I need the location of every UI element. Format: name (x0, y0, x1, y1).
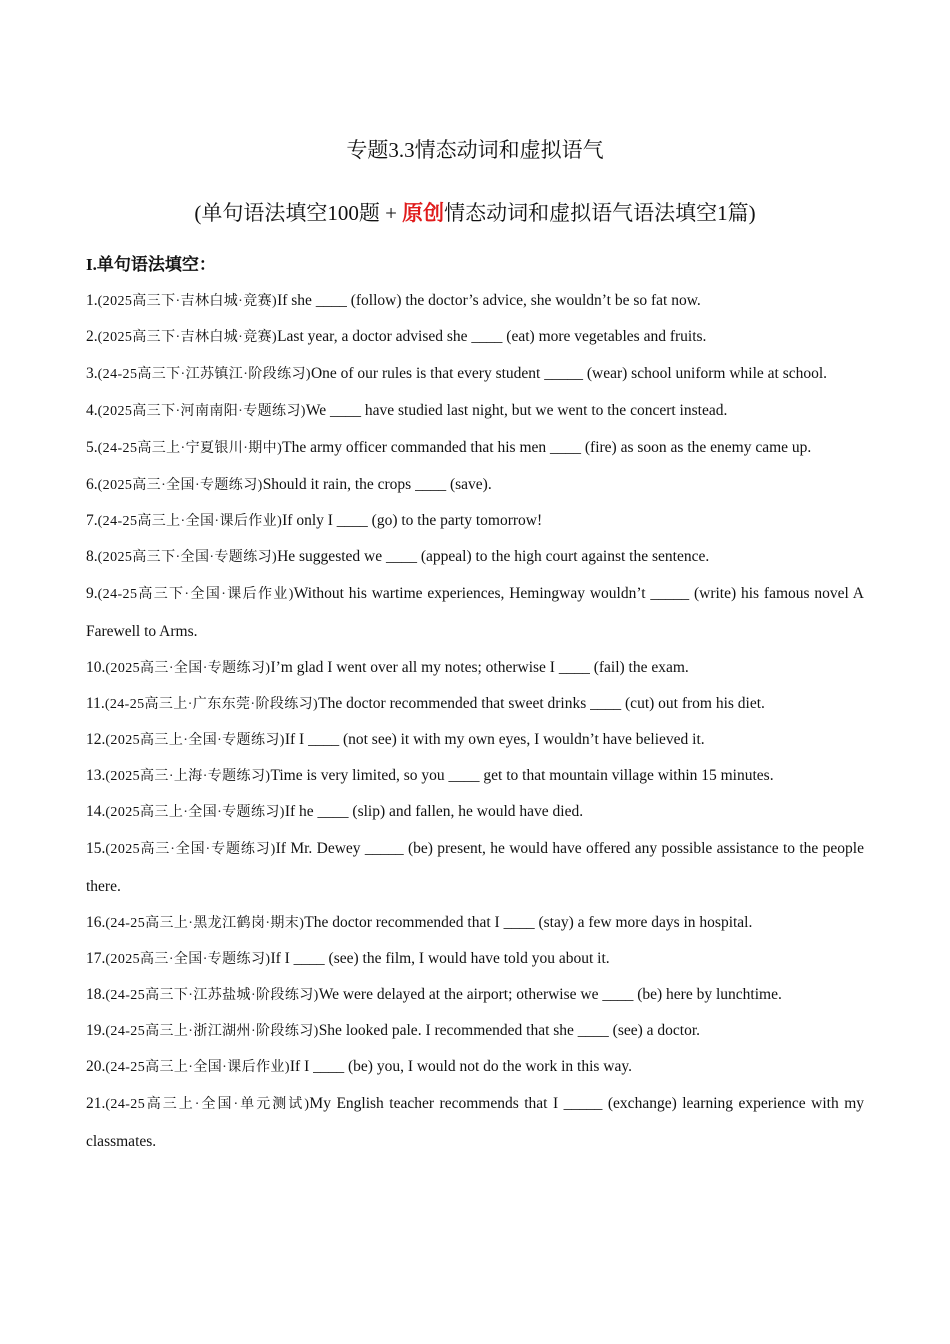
question-source: (24-25高三下·全国·课后作业) (97, 587, 294, 602)
question-item (86, 429, 864, 467)
question-source: (2025高三下·河南南阳·专题练习) (97, 404, 306, 419)
question-source: (24-25高三上·浙江湖州·阶段练习) (105, 1024, 319, 1039)
question-text: He suggested we ____ (appeal) to the high court against the sentence. (277, 548, 710, 565)
question-number: 21. (86, 1095, 106, 1112)
question-number: 18. (86, 986, 106, 1003)
question-item (86, 539, 864, 575)
question-item (86, 650, 864, 686)
question-text: We were delayed at the airport; otherwise we ____ (be) here by lunchtime. (318, 986, 782, 1003)
question-item (86, 319, 864, 355)
question-text: One of our rules is that every student _____ (wear) school uniform while at school. (310, 365, 828, 382)
question-item (86, 355, 864, 393)
question-item (86, 1049, 864, 1085)
question-number: 13. (86, 767, 106, 784)
question-number: 2. (86, 328, 98, 345)
question-text: I’m glad I went over all my notes; otherwise I ____ (fail) the exam. (270, 659, 689, 676)
question-source: (24-25高三上·全国·课后作业) (97, 514, 283, 529)
question-item (86, 758, 864, 794)
question-item (86, 830, 864, 905)
question-text: If Mr. Dewey _____ (be) present, he would have offered any possible assistance to the people there. (86, 840, 864, 895)
question-source: (24-25高三下·江苏镇江·阶段练习) (97, 367, 311, 382)
page-subtitle (0, 198, 950, 228)
question-text: If I ____ (see) the film, I would have told you about it. (270, 950, 610, 967)
question-source: (24-25高三上·全国·单元测试) (105, 1097, 310, 1112)
subtitle-suffix: 情态动词和虚拟语气语法填空1篇) (444, 201, 756, 225)
question-source: (2025高三下·吉林白城·竞赛) (97, 294, 278, 309)
question-source: (24-25高三上·全国·课后作业) (105, 1060, 290, 1075)
question-text: We ____ have studied last night, but we went to the concert instead. (305, 402, 728, 419)
question-text: The doctor recommended that sweet drinks ____ (cut) out from his diet. (318, 695, 765, 712)
question-item (86, 977, 864, 1013)
question-source: (24-25高三下·江苏盐城·阶段练习) (105, 988, 319, 1003)
question-number: 1. (86, 292, 98, 309)
page-title: 专题3.3情态动词和虚拟语气 (346, 138, 604, 162)
question-text: If he ____ (slip) and fallen, he would have died. (284, 803, 584, 820)
question-text: Should it rain, the crops ____ (save). (262, 476, 492, 493)
question-number: 20. (86, 1058, 106, 1075)
question-text: If I ____ (not see) it with my own eyes, I wouldn’t have believed it. (284, 731, 705, 748)
question-number: 7. (86, 512, 98, 529)
question-number: 8. (86, 548, 98, 565)
question-list (86, 283, 864, 1160)
subtitle-highlight: 原创 (402, 201, 445, 225)
question-item (86, 905, 864, 941)
question-number: 19. (86, 1022, 106, 1039)
question-text: She looked pale. I recommended that she ____ (see) a doctor. (318, 1022, 701, 1039)
question-item (86, 941, 864, 977)
question-source: (2025高三下·吉林白城·竞赛) (97, 330, 278, 345)
question-item (86, 503, 864, 539)
question-item (86, 794, 864, 830)
question-item (86, 393, 864, 429)
question-text: Time is very limited, so you ____ get to that mountain village within 15 minutes. (270, 767, 774, 784)
question-source: (2025高三·全国·专题练习) (105, 952, 271, 967)
question-number: 16. (86, 914, 106, 931)
question-source: (2025高三上·全国·专题练习) (105, 733, 285, 748)
subtitle-prefix: (单句语法填空100题 + (194, 201, 403, 225)
question-number: 5. (86, 439, 98, 456)
question-text: The doctor recommended that I ____ (stay) a few more days in hospital. (304, 914, 753, 931)
question-number: 14. (86, 803, 106, 820)
question-number: 9. (86, 585, 98, 602)
section-heading: I.单句语法填空： (86, 255, 216, 274)
question-number: 11. (86, 695, 105, 712)
question-text: Last year, a doctor advised she ____ (eat) more vegetables and fruits. (277, 328, 707, 345)
question-item (86, 575, 864, 650)
question-source: (2025高三·全国·专题练习) (105, 842, 276, 857)
question-item (86, 722, 864, 758)
question-text: If only I ____ (go) to the party tomorrow! (282, 512, 543, 529)
question-source: (2025高三·全国·专题练习) (97, 478, 263, 493)
question-item (86, 467, 864, 503)
question-text: The army officer commanded that his men ____ (fire) as soon as the enemy came up. (282, 439, 812, 456)
question-text: Without his wartime experiences, Hemingway wouldn’t _____ (write) his famous novel A Farewell to Arms. (86, 585, 865, 640)
question-source: (2025高三·全国·专题练习) (105, 661, 271, 676)
question-text: If she ____ (follow) the doctor’s advice, she wouldn’t be so fat now. (277, 292, 701, 309)
question-number: 17. (86, 950, 106, 967)
question-source: (2025高三上·全国·专题练习) (105, 805, 285, 820)
question-item (86, 1085, 864, 1160)
question-item (86, 283, 864, 319)
question-source: (24-25高三上·宁夏银川·期中) (97, 441, 283, 456)
question-item (86, 1013, 864, 1049)
question-source: (2025高三·上海·专题练习) (105, 769, 271, 784)
question-source: (24-25高三上·广东东莞·阶段练习) (104, 697, 319, 712)
question-source: (2025高三下·全国·专题练习) (97, 550, 278, 565)
question-number: 15. (86, 840, 106, 857)
question-text: My English teacher recommends that I _____ (exchange) learning experience with my classmates. (86, 1095, 864, 1150)
question-number: 12. (86, 731, 106, 748)
question-number: 10. (86, 659, 106, 676)
question-item (86, 686, 864, 722)
question-number: 6. (86, 476, 98, 493)
question-text: If I ____ (be) you, I would not do the work in this way. (289, 1058, 632, 1075)
question-number: 4. (86, 402, 98, 419)
question-number: 3. (86, 365, 98, 382)
question-source: (24-25高三上·黑龙江鹤岗·期末) (105, 916, 305, 931)
